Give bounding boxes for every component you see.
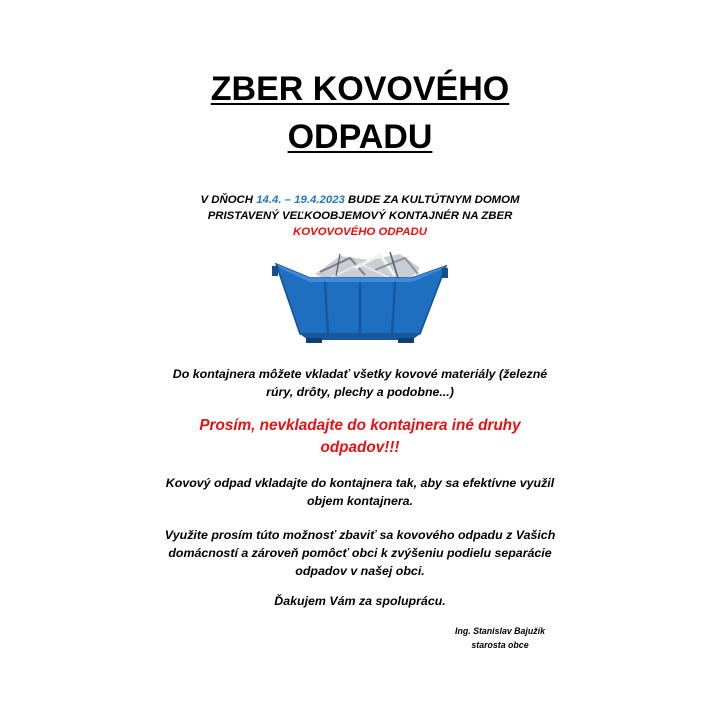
- thanks-text: Ďakujem Vám za spoluprácu.: [274, 594, 446, 608]
- paragraph-separation-line2: domácností a zároveň pomôcť obci k zvýšeniu podielu separácie: [168, 546, 552, 560]
- paragraph-materials: [150, 365, 570, 401]
- announcement-line3: KOVOVOVÉHO ODPADU: [293, 226, 427, 238]
- announcement: [150, 192, 570, 240]
- paragraph-separation-line1: Využite prosím túto možnosť zbaviť sa kovového odpadu z Vašich: [164, 528, 556, 542]
- announcement-line1: [150, 192, 570, 208]
- announcement-part1: V DŇOCH: [200, 194, 257, 206]
- signature-name: Ing. Stanislav Bajužík: [455, 626, 545, 636]
- warning-line2: odpadov!!!: [320, 439, 400, 456]
- dumpster-container-icon: [270, 250, 450, 345]
- signature: [430, 624, 570, 652]
- paragraph-separation: [150, 526, 570, 580]
- paragraph-loading-line2: objem kontajnera.: [306, 494, 414, 508]
- paragraph-materials-line1: Do kontajnera môžete vkladať všetky kovové materiály (železné: [172, 367, 548, 381]
- paragraph-materials-line2: rúry, drôty, plechy a podobne...): [266, 385, 454, 399]
- paragraph-loading: [150, 474, 570, 510]
- announcement-dates: 14.4. – 19.4.2023: [256, 194, 345, 206]
- announcement-part2: BUDE ZA KULTÚTNYM DOMOM: [344, 194, 520, 206]
- warning-text: [150, 415, 570, 459]
- announcement-line2: PRISTAVENÝ VEĽKOOBJEMOVÝ KONTAJNÉR NA ZBER: [207, 210, 513, 222]
- warning-line1: Prosím, nevkladajte do kontajnera iné druhy: [199, 417, 521, 434]
- signature-role: starosta obce: [471, 640, 529, 650]
- paragraph-separation-line3: odpadov v našej obci.: [295, 564, 425, 578]
- page-title-line1: ZBER KOVOVÉHO: [210, 70, 510, 108]
- page-title-line2: ODPADU: [287, 118, 433, 156]
- paragraph-loading-line1: Kovový odpad vkladajte do kontajnera tak, aby sa efektívne využil: [165, 476, 555, 490]
